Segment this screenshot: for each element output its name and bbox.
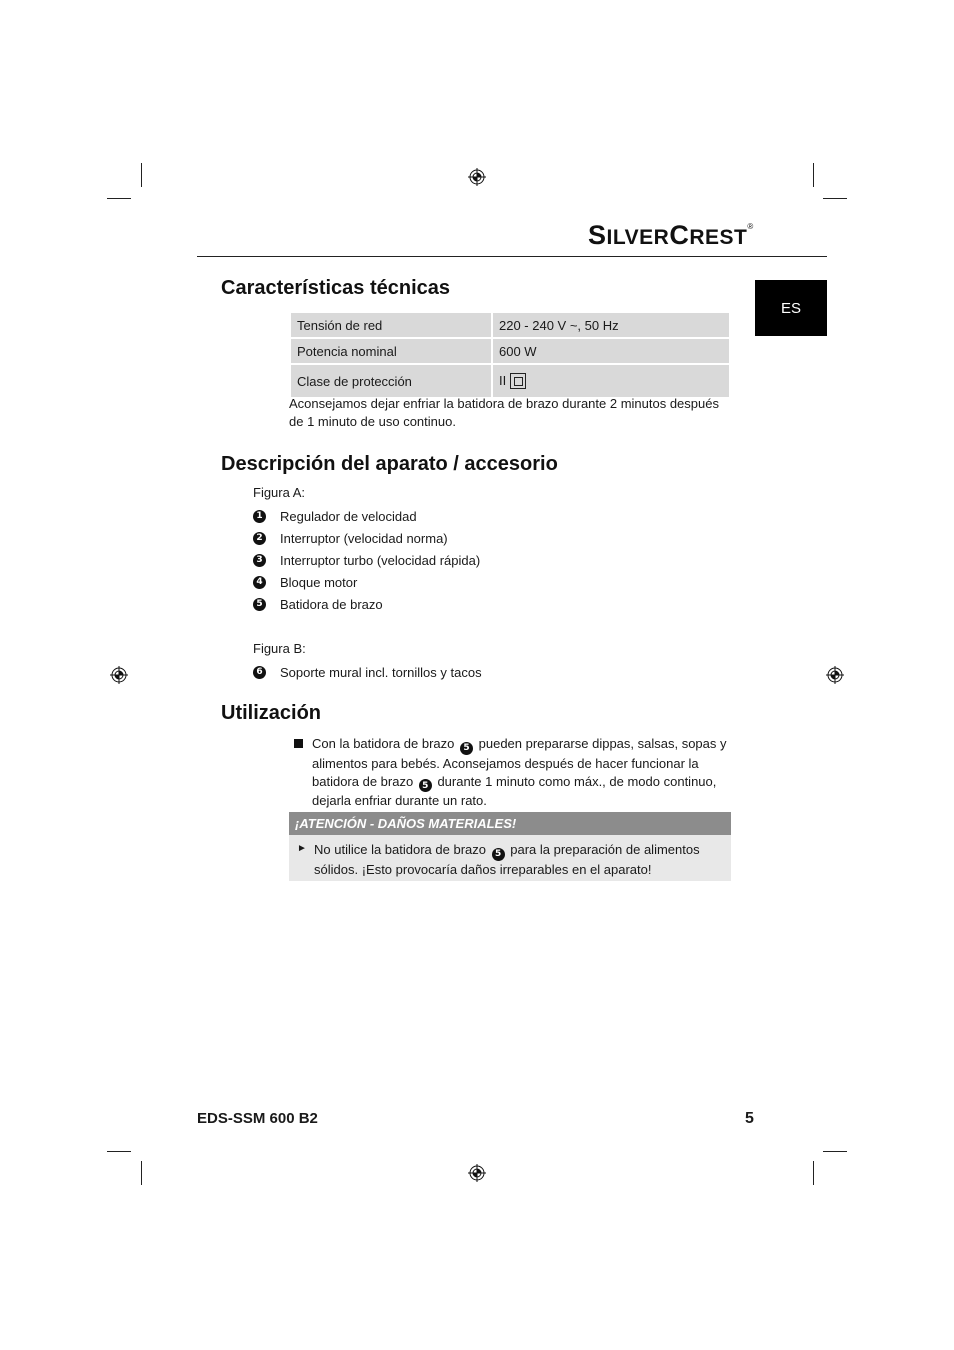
bullet-square-icon: [294, 739, 303, 748]
number-5-icon: 5: [492, 848, 505, 861]
table-row: [290, 338, 730, 364]
header-rule: [197, 256, 827, 257]
crop-mark: [813, 163, 814, 187]
list-item: [253, 574, 357, 590]
spec-value: 600 W: [492, 338, 730, 364]
registration-mark-icon: [826, 666, 844, 684]
protection-class-text: II: [499, 372, 507, 388]
page-number: 5: [745, 1110, 754, 1127]
spec-label: Tensión de red: [290, 312, 492, 338]
section-title-specs: Características técnicas: [221, 277, 451, 299]
number-3-icon: 3: [253, 554, 266, 567]
warning-text: No utilice la batidora de brazo 5 para la preparación de alimentos sólidos. ¡Esto provocaría daños irreparables en el aparato!: [314, 842, 700, 877]
list-item: [253, 508, 417, 524]
protection-class-ii-icon: [510, 373, 526, 389]
number-6-icon: 6: [253, 666, 266, 679]
specs-table: [289, 311, 731, 399]
warning-title: ¡ATENCIÓN - DAÑOS MATERIALES!: [289, 812, 731, 835]
list-item: [253, 664, 482, 680]
table-row: [290, 312, 730, 338]
list-item: [253, 552, 480, 568]
item-text: Soporte mural incl. tornillos y tacos: [280, 664, 482, 680]
figure-a-label: Figura A:: [253, 485, 306, 500]
list-item: [253, 530, 448, 546]
crop-mark: [141, 163, 142, 187]
spec-label: Potencia nominal: [290, 338, 492, 364]
specs-note: Aconsejamos dejar enfriar la batidora de brazo durante 2 minutos después de 1 minuto de uso continuo.: [289, 396, 719, 429]
language-tab: ES: [755, 280, 827, 336]
spec-label: Clase de protección: [290, 364, 492, 398]
number-2-icon: 2: [253, 532, 266, 545]
number-5-icon: 5: [460, 742, 473, 755]
crop-mark: [141, 1161, 142, 1185]
number-5-icon: 5: [419, 779, 432, 792]
registration-mark-icon: [110, 666, 128, 684]
item-text: Batidora de brazo: [280, 596, 383, 612]
item-text: Regulador de velocidad: [280, 508, 417, 524]
number-1-icon: 1: [253, 510, 266, 523]
section-title-usage: Utilización: [221, 702, 322, 724]
item-text: Interruptor turbo (velocidad rápida): [280, 552, 481, 568]
spec-value: [492, 364, 730, 398]
number-5-icon: 5: [253, 598, 266, 611]
usage-paragraph: Con la batidora de brazo 5 pueden prepararse dippas, salsas, sopas y alimentos para bebés. Aconsejamos después de hacer funcionar la batidora de brazo 5 durante 1 minuto como máx., de modo continuo, dejarla enfriar durante un rato.: [312, 736, 727, 808]
arrow-right-icon: ►: [297, 843, 307, 854]
section-title-description: Descripción del aparato / accesorio: [221, 453, 558, 475]
crop-mark: [823, 198, 847, 199]
crop-mark: [107, 1151, 131, 1152]
list-item: [253, 596, 383, 612]
figure-b-label: Figura B:: [253, 641, 306, 656]
footer-model: EDS-SSM 600 B2: [197, 1110, 318, 1127]
item-text: Bloque motor: [280, 574, 358, 590]
registration-mark-icon: [468, 168, 486, 186]
crop-mark: [813, 1161, 814, 1185]
crop-mark: [107, 198, 131, 199]
number-4-icon: 4: [253, 576, 266, 589]
spec-value: 220 - 240 V ~, 50 Hz: [492, 312, 730, 338]
table-row: [290, 364, 730, 398]
crop-mark: [823, 1151, 847, 1152]
registration-mark-icon: [468, 1164, 486, 1182]
brand-logo: SILVERCREST®: [588, 220, 754, 250]
item-text: Interruptor (velocidad norma): [280, 530, 448, 546]
